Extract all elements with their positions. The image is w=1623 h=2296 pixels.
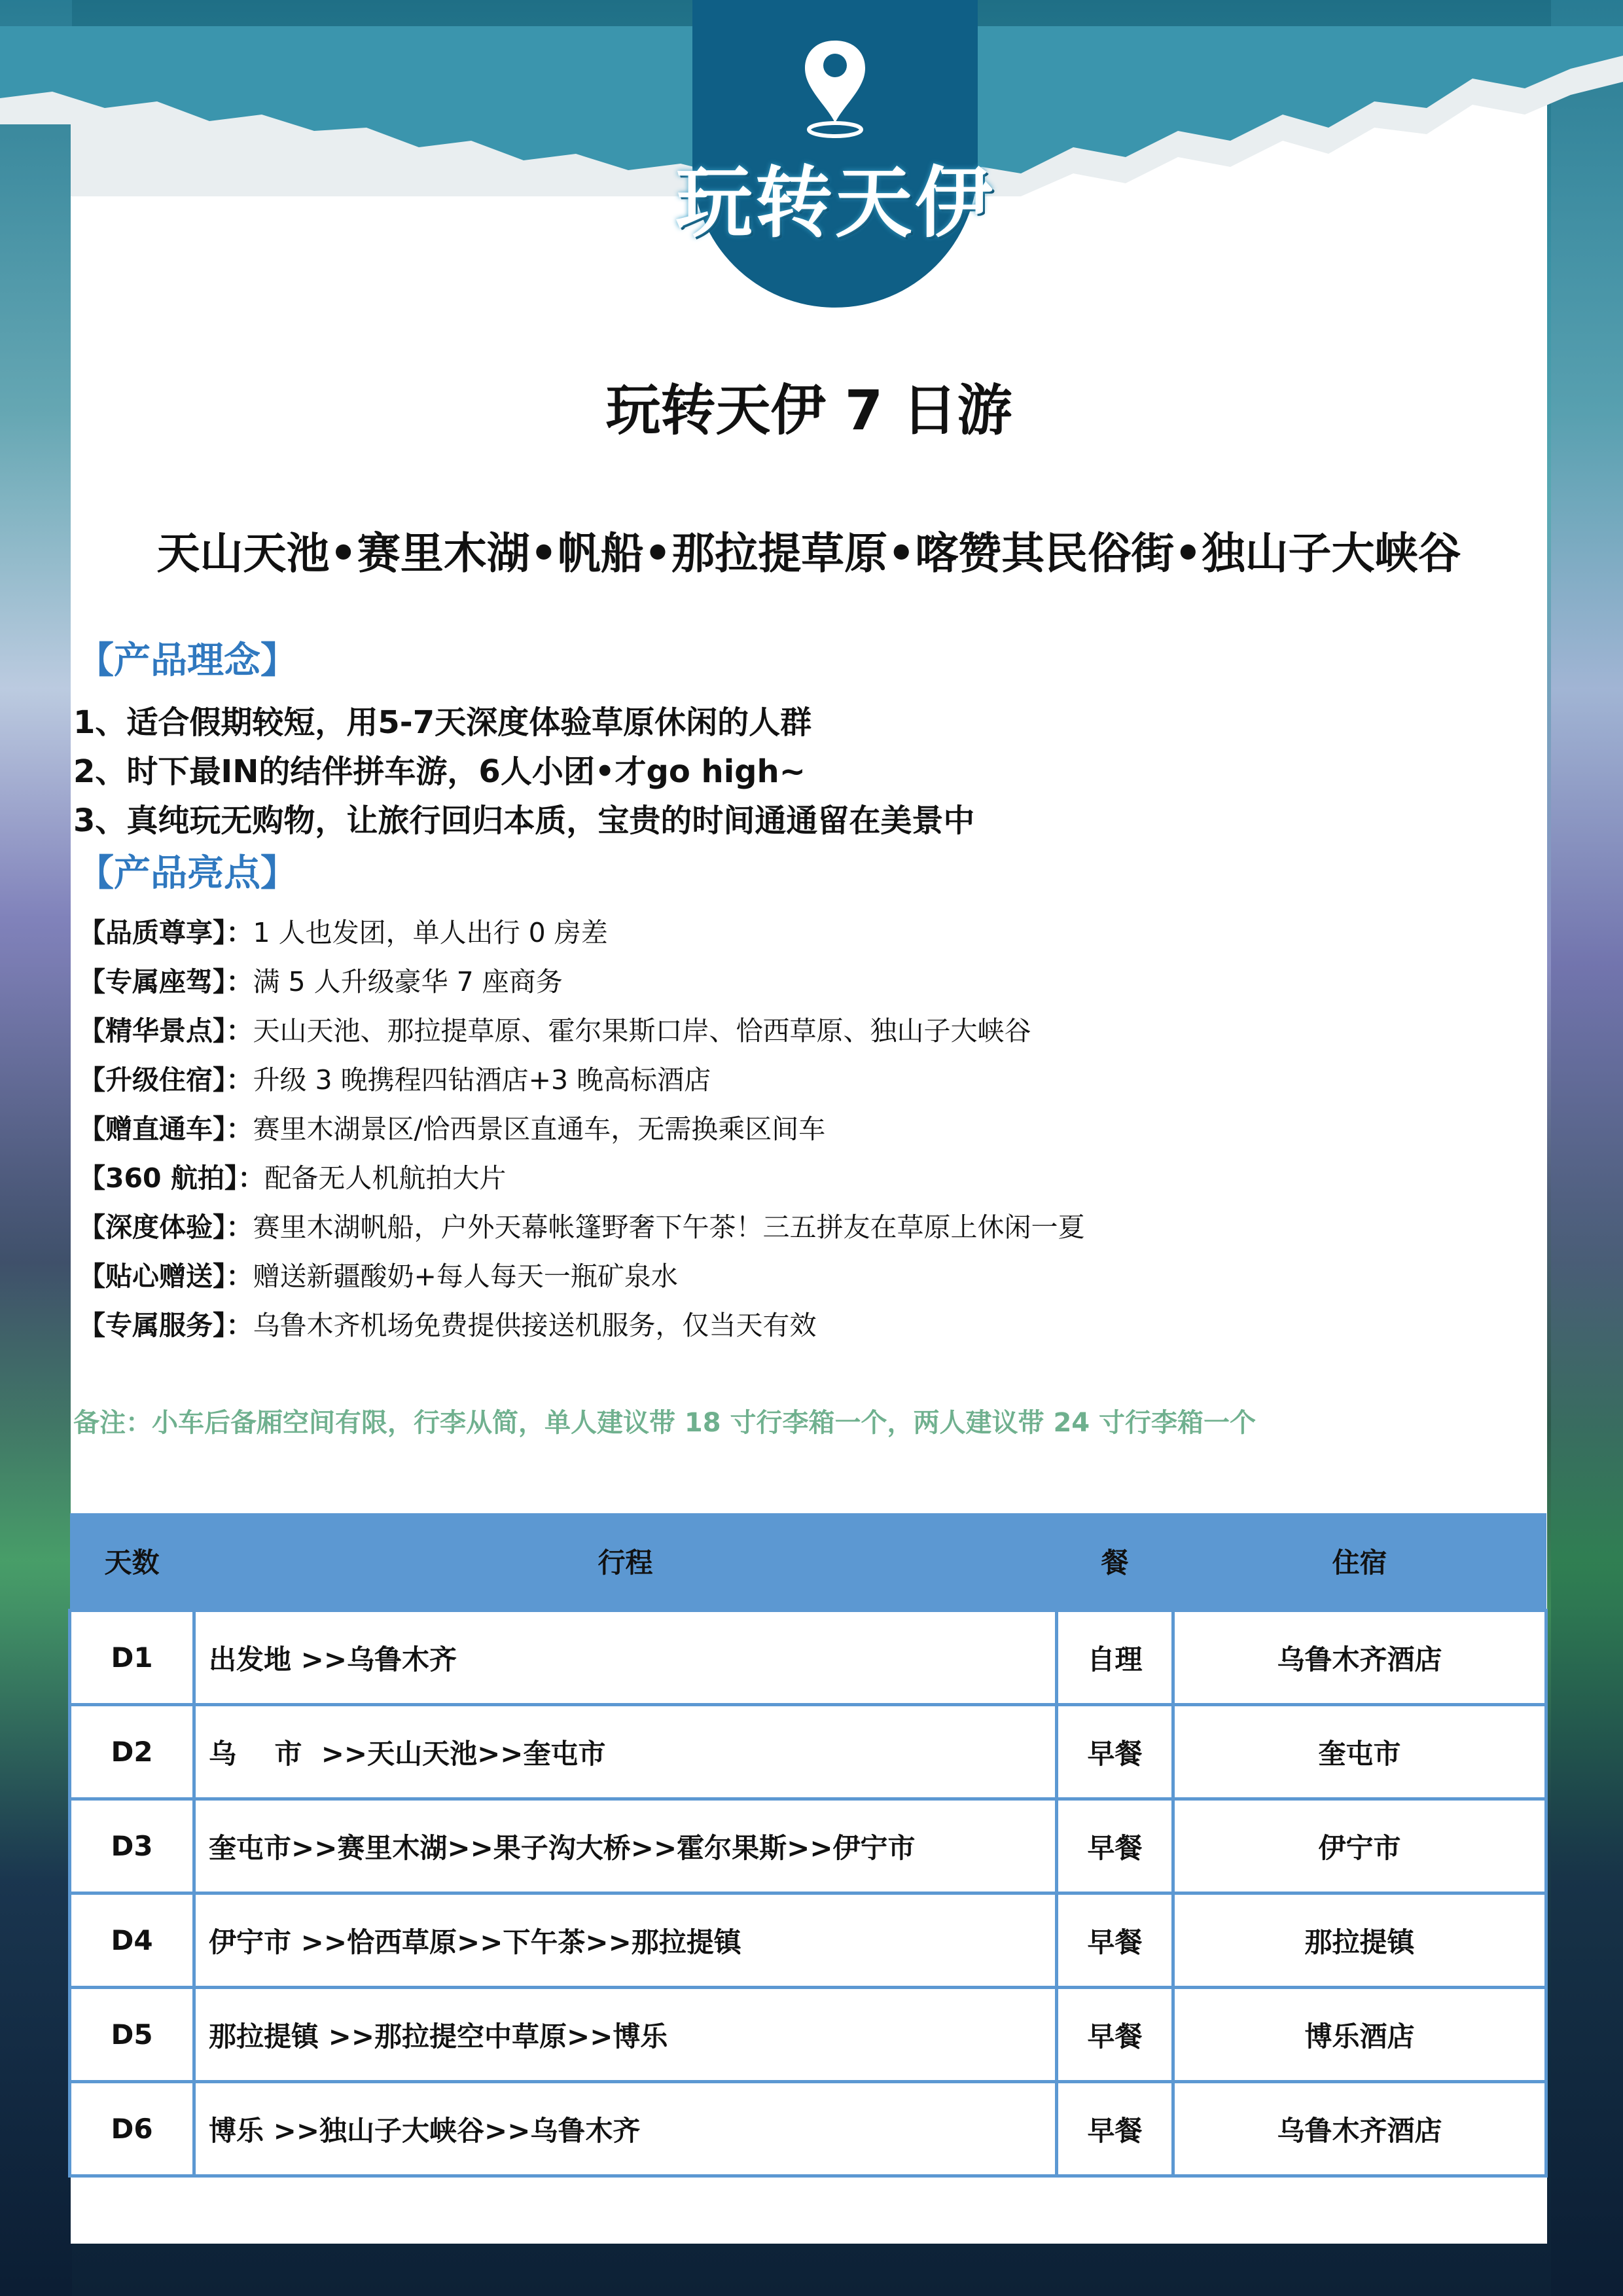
highlight-item: 【赠直通车】：赛里木湖景区/恰西景区直通车，无需换乘区间车 [79, 1113, 826, 1145]
cell-stay: 伊宁市 [1173, 1799, 1546, 1893]
page-subtitle: 天山天池•赛里木湖•帆船•那拉提草原•喀赞其民俗街•独山子大峡谷 [156, 528, 1461, 579]
table-row [70, 1988, 1546, 2082]
cell-day: D6 [70, 2082, 194, 2176]
itinerary-table [68, 1513, 1548, 2178]
header-meal: 餐 [1057, 1513, 1173, 1611]
cell-meal: 早餐 [1057, 2082, 1173, 2176]
table-row [70, 1611, 1546, 1705]
badge-title: 玩转天伊 [675, 158, 995, 248]
highlight-item: 【升级住宿】：升级 3 晚携程四钻酒店+3 晚高标酒店 [79, 1064, 711, 1096]
table-header-row [70, 1513, 1546, 1611]
cell-meal: 早餐 [1057, 1705, 1173, 1799]
highlights-heading: 【产品亮点】 [77, 852, 297, 895]
cell-route: 奎屯市>>赛里木湖>>果子沟大桥>>霍尔果斯>>伊宁市 [194, 1799, 1057, 1893]
concept-item: 1、适合假期较短，用5-7天深度体验草原休闲的人群 [73, 704, 812, 741]
cell-meal: 早餐 [1057, 1893, 1173, 1988]
cell-route: 伊宁市 >>恰西草原>>下午茶>>那拉提镇 [194, 1893, 1057, 1988]
cell-stay: 乌鲁木齐酒店 [1173, 2082, 1546, 2176]
header-day: 天数 [70, 1513, 194, 1611]
cell-day: D5 [70, 1988, 194, 2082]
background-left-scenery [0, 0, 72, 2296]
highlight-item: 【精华景点】：天山天池、那拉提草原、霍尔果斯口岸、恰西草原、独山子大峡谷 [79, 1015, 1031, 1047]
cell-meal: 早餐 [1057, 1799, 1173, 1893]
cell-stay: 奎屯市 [1173, 1705, 1546, 1799]
cell-day: D1 [70, 1611, 194, 1705]
header-route: 行程 [194, 1513, 1057, 1611]
highlight-item: 【品质尊享】：1 人也发团，单人出行 0 房差 [79, 917, 608, 948]
table-row [70, 1893, 1546, 1988]
luggage-note: 备注：小车后备厢空间有限，行李从简，单人建议带 18 寸行李箱一个，两人建议带 24 寸行李箱一个 [73, 1408, 1257, 1438]
highlight-item: 【贴心赠送】：赠送新疆酸奶+每人每天一瓶矿泉水 [79, 1261, 678, 1292]
highlight-item: 【360 航拍】：配备无人机航拍大片 [79, 1162, 507, 1194]
table-row [70, 2082, 1546, 2176]
concept-item: 2、时下最IN的结伴拼车游，6人小团•才go high~ [73, 753, 806, 790]
cell-stay: 博乐酒店 [1173, 1988, 1546, 2082]
page-title: 玩转天伊 7 日游 [605, 378, 1012, 442]
concept-item: 3、真纯玩无购物，让旅行回归本质，宝贵的时间通通留在美景中 [73, 802, 975, 839]
cell-route: 博乐 >>独山子大峡谷>>乌鲁木齐 [194, 2082, 1057, 2176]
cell-day: D3 [70, 1799, 194, 1893]
cell-stay: 那拉提镇 [1173, 1893, 1546, 1988]
cell-route: 那拉提镇 >>那拉提空中草原>>博乐 [194, 1988, 1057, 2082]
cell-day: D4 [70, 1893, 194, 1988]
table-row [70, 1705, 1546, 1799]
cell-meal: 早餐 [1057, 1988, 1173, 2082]
highlight-item: 【深度体验】：赛里木湖帆船，户外天幕帐篷野奢下午茶！三五拼友在草原上休闲一夏 [79, 1211, 1085, 1243]
highlight-item: 【专属服务】：乌鲁木齐机场免费提供接送机服务，仅当天有效 [79, 1310, 817, 1341]
cell-route: 乌 市 >>天山天池>>奎屯市 [194, 1705, 1057, 1799]
header-stay: 住宿 [1173, 1513, 1546, 1611]
table-row [70, 1799, 1546, 1893]
cell-stay: 乌鲁木齐酒店 [1173, 1611, 1546, 1705]
concept-heading: 【产品理念】 [77, 639, 297, 682]
highlight-item: 【专属座驾】：满 5 人升级豪华 7 座商务 [79, 966, 563, 997]
cell-meal: 自理 [1057, 1611, 1173, 1705]
background-right-scenery [1551, 0, 1623, 2296]
cell-day: D2 [70, 1705, 194, 1799]
cell-route: 出发地 >>乌鲁木齐 [194, 1611, 1057, 1705]
